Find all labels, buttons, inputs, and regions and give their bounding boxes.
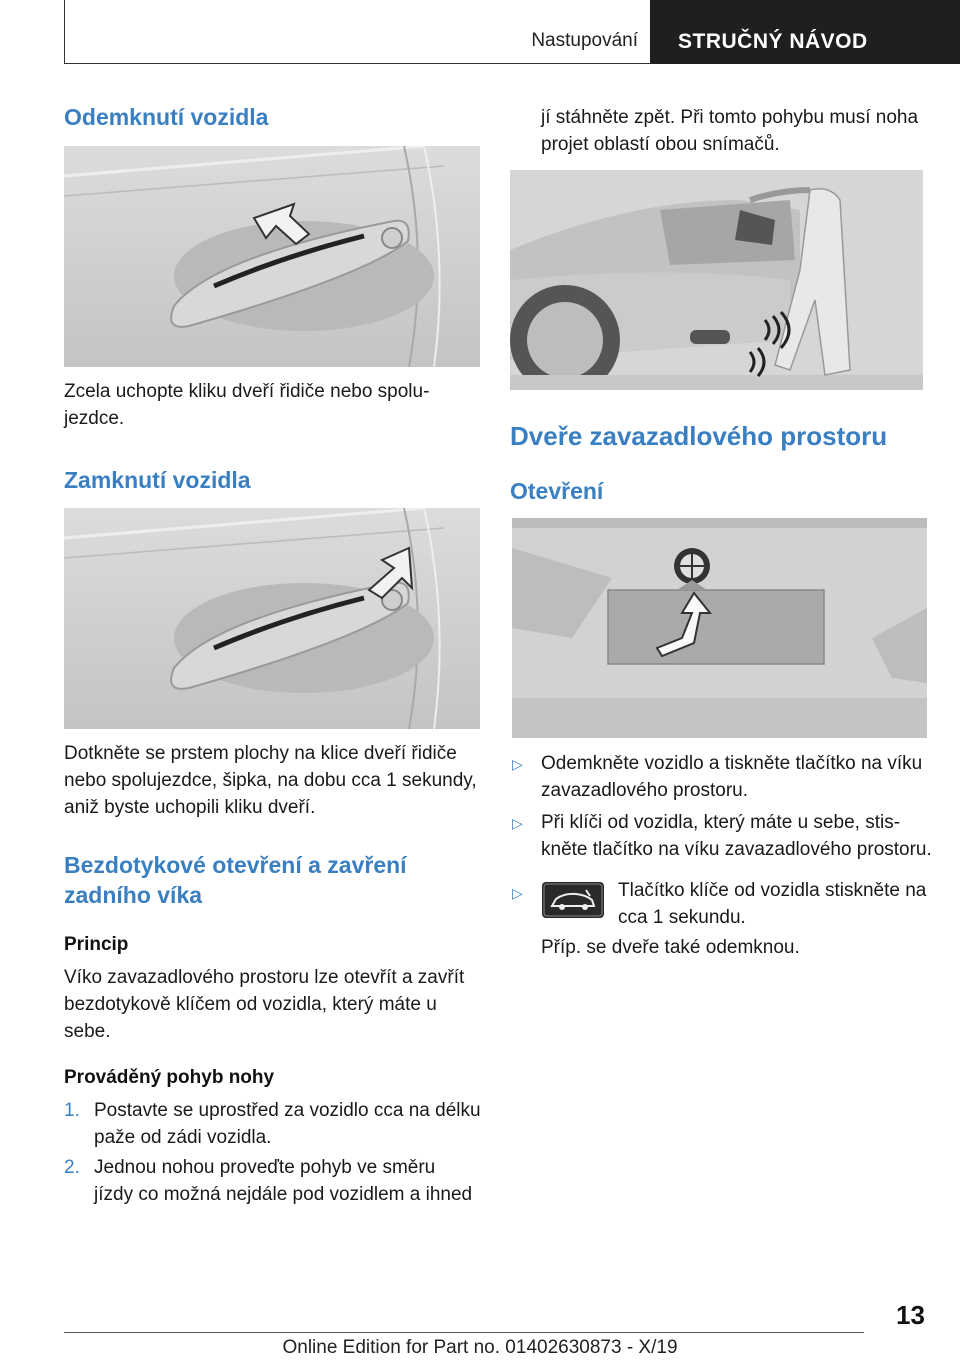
header-section-title: Nastupování — [531, 30, 638, 51]
continued-line-1: jí stáhněte zpět. Při tomto pohybu musí noha — [541, 107, 919, 128]
step-2-line-2: jízdy co možná nejdále pod vozidlem a ihned — [94, 1184, 473, 1205]
bullet-1-icon: ▷ — [512, 756, 523, 772]
lock-text-line-1: Dotkněte se prstem plochy na klice dveří řidiče — [64, 743, 457, 764]
contactless-title-line-2: zadního víka — [64, 882, 203, 908]
lock-text-line-2: nebo spolujezdce, šipka, na dobu cca 1 sekundy, — [64, 770, 477, 791]
lock-title: Zamknutí vozidla — [64, 467, 251, 493]
door-handle-lock-illustration — [64, 508, 480, 729]
bullet-2-icon: ▷ — [512, 815, 523, 831]
contactless-title-line-1: Bezdotykové otevření a zavření — [64, 852, 407, 878]
step-1-line-2: paže od zádi vozidla. — [94, 1127, 272, 1148]
bullet-2-line-2: kněte tlačítko na víku zavazadlového prostoru. — [541, 839, 932, 860]
header-chapter-box — [650, 0, 960, 64]
continued-line-2: projet oblastí obou snímačů. — [541, 134, 780, 155]
foot-sensor-illustration — [510, 170, 923, 390]
principle-title: Princip — [64, 934, 129, 955]
unlock-text-line-2: jezdce. — [64, 408, 125, 429]
bullet-1-line-2: zavazadlového prostoru. — [541, 780, 749, 801]
bullet-1-line-1: Odemkněte vozidlo a tiskněte tlačítko na víku — [541, 753, 923, 774]
motion-title: Prováděný pohyb nohy — [64, 1067, 275, 1088]
trunk-title: Dveře zavazadlového prostoru — [510, 421, 888, 451]
lock-text-line-3: aniž byste uchopili kliku dveří. — [64, 797, 316, 818]
unlock-title: Odemknutí vozidla — [64, 104, 269, 130]
key-trunk-button-icon — [542, 882, 604, 918]
bullet-3-line-2: cca 1 sekundu. — [618, 907, 746, 928]
bullet-2-line-1: Při klíči od vozidla, který máte u sebe, stis‐ — [541, 812, 901, 833]
bullet-3-icon: ▷ — [512, 885, 523, 901]
step-1-line-1: Postavte se uprostřed za vozidlo cca na délku — [94, 1100, 481, 1121]
principle-text-line-1: Víko zavazadlového prostoru lze otevřít a zavřít — [64, 967, 465, 988]
open-title: Otevření — [510, 478, 604, 504]
step-1-number: 1. — [64, 1100, 80, 1121]
page-number: 13 — [896, 1300, 925, 1330]
unlock-text-line-1: Zcela uchopte kliku dveří řidiče nebo spolu‐ — [64, 381, 430, 402]
note-text: Příp. se dveře také odemknou. — [541, 937, 800, 958]
principle-text-line-3: sebe. — [64, 1021, 111, 1042]
door-handle-unlock-illustration — [64, 146, 480, 367]
step-2-number: 2. — [64, 1157, 80, 1178]
header-chapter-title: STRUČNÝ NÁVOD — [678, 30, 868, 53]
bullet-3-line-1: Tlačítko klíče od vozidla stiskněte na — [618, 880, 927, 901]
header-section-box — [64, 0, 650, 64]
step-2-line-1: Jednou nohou proveďte pohyb ve směru — [94, 1157, 436, 1178]
trunk-button-illustration — [512, 518, 927, 738]
footer-edition: Online Edition for Part no. 01402630873 - X/19 — [282, 1337, 678, 1358]
principle-text-line-2: bezdotykově klíčem od vozidla, který máte u — [64, 994, 437, 1015]
footer-divider — [64, 1332, 864, 1333]
